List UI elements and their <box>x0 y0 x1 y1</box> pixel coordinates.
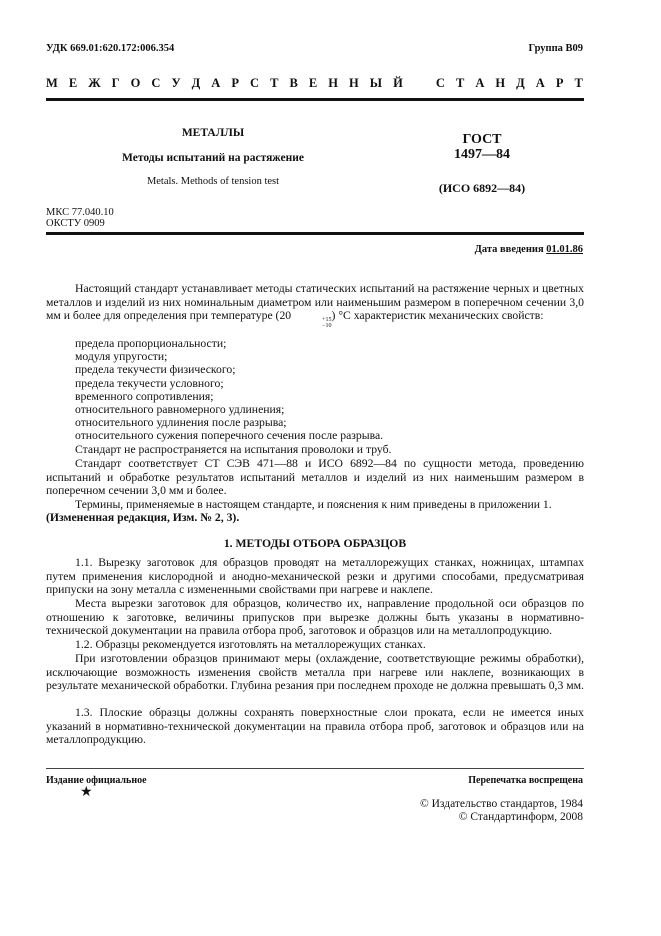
not-apply-paragraph: Стандарт не распространяется на испытания проволоки и труб. <box>75 443 392 456</box>
english-title: Metals. Methods of tension test <box>146 176 280 187</box>
properties-list <box>75 337 383 443</box>
clause-1-1-continued: Места вырезки заготовок для образцов, количество их, направление продольной оси образцов по отношению к заготовке, величины припусков при вырезке должны быть указаны в нормативно-технической документации на правила отбора проб, заготовок и образцов или на металлопродукцию. <box>46 597 584 638</box>
udk-code: УДК 669.01:620.172:006.354 <box>46 43 175 54</box>
heading-letter: С <box>151 76 161 90</box>
list-item: модуля упругости; <box>75 350 168 364</box>
clause-1-2-continued: При изготовлении образцов принимают меры (охлаждение, соответствующие режимы обработки), исключающие возможность изменения свойств металла при нагреве или наклепе, возникающих в результате механической обработки. Глубина резания при последнем проходе не должна превышать 0,3 мм. <box>46 652 584 693</box>
heading-letter: Р <box>231 76 239 90</box>
heading-letter: У <box>171 76 181 90</box>
footer-rule <box>46 768 584 769</box>
clause-1-2: 1.2. Образцы рекомендуется изготовлять на металлорежущих станках. <box>75 638 426 651</box>
heading-letter: М <box>46 76 58 90</box>
copyright-2008: © Стандартинформ, 2008 <box>458 811 583 823</box>
intro-tail: ) °С характеристик механических свойств: <box>331 309 544 323</box>
list-item: относительного равномерного удлинения; <box>75 402 285 416</box>
heading-letter: Н <box>328 76 338 90</box>
temperature-tolerance <box>293 317 331 329</box>
iso-reference: (ИСО 6892—84) <box>438 181 526 195</box>
heading-letter: Т <box>574 76 583 90</box>
heading-letter: Н <box>348 76 359 90</box>
official-edition: Издание официальное <box>46 775 147 786</box>
document-title: МЕТАЛЛЫ <box>181 127 245 139</box>
heading-letter: С <box>435 76 445 90</box>
heading-letter: А <box>211 76 221 90</box>
heading-letter: А <box>535 76 545 90</box>
heading-letter: Е <box>68 76 78 90</box>
heading-letter: С <box>250 76 260 90</box>
heading-letter: О <box>130 76 141 90</box>
terms-paragraph: Термины, применяемые в настоящем стандарте, и пояснения к ним приведены в приложении 1. <box>75 498 552 511</box>
list-item: предела пропорциональности; <box>75 337 227 350</box>
heading-letter: Й <box>393 76 403 90</box>
list-item: временного сопротивления; <box>75 389 214 403</box>
copyright-1984: © Издательство стандартов, 1984 <box>419 798 583 810</box>
amended-note: (Измененная редакция, Изм. № 2, 3). <box>46 511 240 524</box>
list-item: предела текучести условного; <box>75 376 224 390</box>
interstate-standard-heading <box>46 76 583 91</box>
group-code: Группа В09 <box>528 43 583 54</box>
section-1-title: 1. МЕТОДЫ ОТБОРА ОБРАЗЦОВ <box>223 537 407 550</box>
heading-letter: Ж <box>88 76 101 90</box>
intro-text: Настоящий стандарт устанавливает методы статических испытаний на растяжение черных и цветных металлов и изделий из них номинальным диаметром или наименьшим размером в поперечном сечении 3,0 мм и более для определения при температуре (20 <box>46 282 584 323</box>
list-item: предела текучести физического; <box>75 363 236 377</box>
list-item: относительного сужения поперечного сечения после разрыва. <box>75 429 384 443</box>
intro-paragraph <box>46 282 584 329</box>
header-rule <box>46 98 584 101</box>
heading-letter: Д <box>191 76 201 90</box>
clause-1-3: 1.3. Плоские образцы должны сохранять поверхностные слои проката, если не имеется иных указаний в нормативно-технической документации на правила отбора проб, заготовок и образцов или на металлопродукцию. <box>46 706 584 747</box>
temperature-minus: −10 <box>322 323 332 330</box>
heading-letter: Ы <box>369 76 383 90</box>
document-subtitle: Методы испытаний на растяжение <box>122 152 304 164</box>
heading-letter: Е <box>308 76 318 90</box>
introduction-date-value: 01.01.86 <box>546 244 583 255</box>
heading-letter: Т <box>270 76 279 90</box>
star-icon: ★ <box>80 785 93 800</box>
conformity-paragraph: Стандарт соответствует СТ СЭВ 471—88 и ИСО 6892—84 по сущности метода, проведению испытаний и обработке результатов испытаний металлов и изделий из них наименьшим размером в поперечном сечении 3,0 мм и более. <box>46 457 584 498</box>
reprint-prohibited: Перепечатка воспрещена <box>468 775 583 786</box>
mks-code: МКС 77.040.10 <box>46 207 114 218</box>
heading-letter: Т <box>455 76 465 90</box>
introduction-date <box>475 244 583 255</box>
heading-letter: Г <box>111 76 120 90</box>
list-item: относительного удлинения после разрыва; <box>75 416 287 430</box>
clause-1-1: 1.1. Вырезку заготовок для образцов проводят на металлорежущих станках, ножницах, штампах путем применения кислородной и анодно-механической резки и другими способами, предусматривая припуски на зону металла с измененными свойствами при нагреве и наклепе. <box>46 556 584 597</box>
heading-letter: Н <box>495 76 506 90</box>
introduction-date-label: Дата введения <box>474 244 544 255</box>
heading-letter: А <box>475 76 485 90</box>
title-rule <box>46 232 584 235</box>
okstu-code: ОКСТУ 0909 <box>46 218 105 229</box>
temperature-plus: +15 <box>322 317 332 324</box>
gost-number: 1497—84 <box>454 147 510 162</box>
heading-letter: В <box>289 76 298 90</box>
heading-letter: Р <box>555 76 564 90</box>
heading-letter: Д <box>516 76 525 90</box>
gost-label: ГОСТ <box>462 132 502 147</box>
